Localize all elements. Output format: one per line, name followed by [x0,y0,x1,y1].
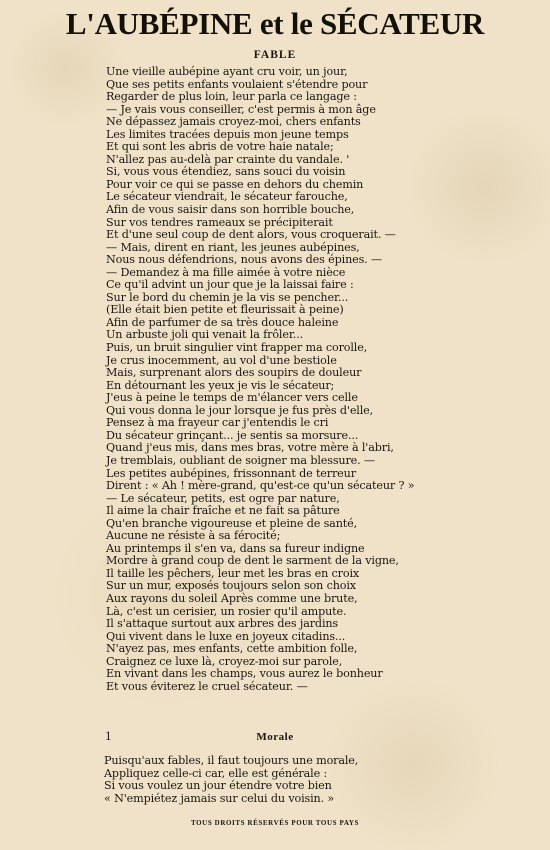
moral-body [104,755,514,805]
poem-line: Sur vos tendres rameaux se précipiterait [106,215,333,229]
poem-line: Les petites aubépines, frissonnant de terreur [106,466,356,480]
poem-line: Aucune ne résiste à sa férocité; [106,529,281,543]
poem-line: Quand j'eus mis, dans mes bras, votre mère à l'abri, [106,441,394,455]
poem-line: Mais, surprenant alors des soupirs de douleur [106,366,362,380]
poem-line: Ce qu'il advint un jour que je la laissai faire : [106,278,354,292]
poem-line: Pensez à ma frayeur car j'entendis le cri [106,416,329,430]
poem-line: Dirent : « Ah ! mère-grand, qu'est-ce qu'un sécateur ? » [106,479,415,493]
poem-line: — Le sécateur, petits, est ogre par nature, [106,491,340,505]
poem-line: Un arbuste joli qui venait la frôler... [106,328,304,342]
moral-title: Morale [256,731,294,743]
poem-line: Afin de parfumer de sa très douce haleine [106,315,339,329]
poem-line: Regarder de plus loin, leur parla ce langage : [106,90,357,104]
moral-margin-mark: 1 [105,728,112,743]
poem-line: Il s'attaque surtout aux arbres des jardins [106,617,339,631]
poem-line: Craignez ce luxe là, croyez-moi sur parole, [106,654,343,668]
poem-line: Que ses petits enfants voulaient s'étendre pour [106,77,368,91]
fable-subtitle: FABLE [253,49,297,61]
poem-line: Si, vous vous étendiez, sans souci du voisin [106,165,346,179]
poem-line: Pour voir ce qui se passe en dehors du chemin [106,177,364,191]
moral-line: « N'empiétez jamais sur celui du voisin. » [104,791,335,805]
poem-line: Il aime la chair fraîche et ne fait sa pâture [106,504,340,518]
poem-line: Afin de vous saisir dans son horrible bouche, [106,203,355,217]
poem-line: En détournant les yeux je vis le sécateur; [106,378,335,392]
poem-line: Il taille les pêchers, leur met les bras en croix [106,566,360,580]
poem-line: — Je vais vous conseiller, c'est permis à mon âge [106,102,376,116]
poem-line: Puis, un bruit singulier vint frapper ma corolle, [106,341,368,355]
poem-line: (Elle était bien petite et fleurissait à peine) [106,303,344,317]
moral-line: Si vous voulez un jour étendre votre bien [104,779,332,793]
poem-line: Et qui sont les abris de votre haie natale; [106,140,334,154]
poem-line: N'allez pas au-delà par crainte du vandale. ' [106,152,350,166]
poem-line: Du sécateur grinçant... je sentis sa morsure... [106,428,359,442]
poem-line: — Mais, dirent en riant, les jeunes aubépines, [106,240,360,254]
poem-line: Au printemps il s'en va, dans sa fureur indigne [106,541,365,555]
moral-line: Appliquez celle-ci car, elle est générale : [104,766,328,780]
poem-line: J'eus à peine le temps de m'élancer vers celle [106,391,358,405]
poem-line: En vivant dans les champs, vous aurez le bonheur [106,667,383,681]
page-title: L'AUBÉPINE et le SÉCATEUR [65,6,485,41]
poem-line: Qui vous donna le jour lorsque je fus près d'elle, [106,403,374,417]
poem-line: Mordre à grand coup de dent le sarment de la vigne, [106,554,399,568]
poem-line: Ne dépassez jamais croyez-moi, chers enfants [106,115,361,129]
poem-line: N'ayez pas, mes enfants, cette ambition folle, [106,642,358,656]
poem-line: Qui vivent dans le luxe en joyeux citadins... [106,629,346,643]
poem-line: Une vieille aubépine ayant cru voir, un jour, [106,65,348,78]
poem-line: Les limites tracées depuis mon jeune temps [106,127,349,141]
moral-line: Puisqu'aux fables, il faut toujours une morale, [104,754,359,767]
poem-line: Je tremblais, oubliant de soigner ma blessure. — [106,453,375,467]
poem-line: Et vous éviterez le cruel sécateur. — [106,679,308,693]
poem-line: — Demandez à ma fille aimée à votre nièce [106,265,346,279]
poem-body [106,66,516,693]
poem-line: Sur un mur, exposés toujours selon son choix [106,579,356,593]
poem-line: Là, c'est un cerisier, un rosier qu'il ampute. [106,604,347,618]
poem-line: Et d'une seul coup de dent alors, vous croquerait. — [106,228,396,242]
poem-line: Qu'en branche vigoureuse et pleine de santé, [106,516,357,530]
copyright-footer: TOUS DROITS RÉSERVÉS POUR TOUS PAYS [191,819,359,827]
poem-line: Nous nous défendrions, nous avons des épines. — [106,253,383,267]
poem-line: Aux rayons du soleil Après comme une brute, [106,591,358,605]
poem-line: Je crus inocemment, au vol d'une bestiole [106,353,337,367]
poem-line: Sur le bord du chemin je la vis se pencher... [106,290,349,304]
poem-line: Le sécateur viendrait, le sécateur farouche, [106,190,348,204]
